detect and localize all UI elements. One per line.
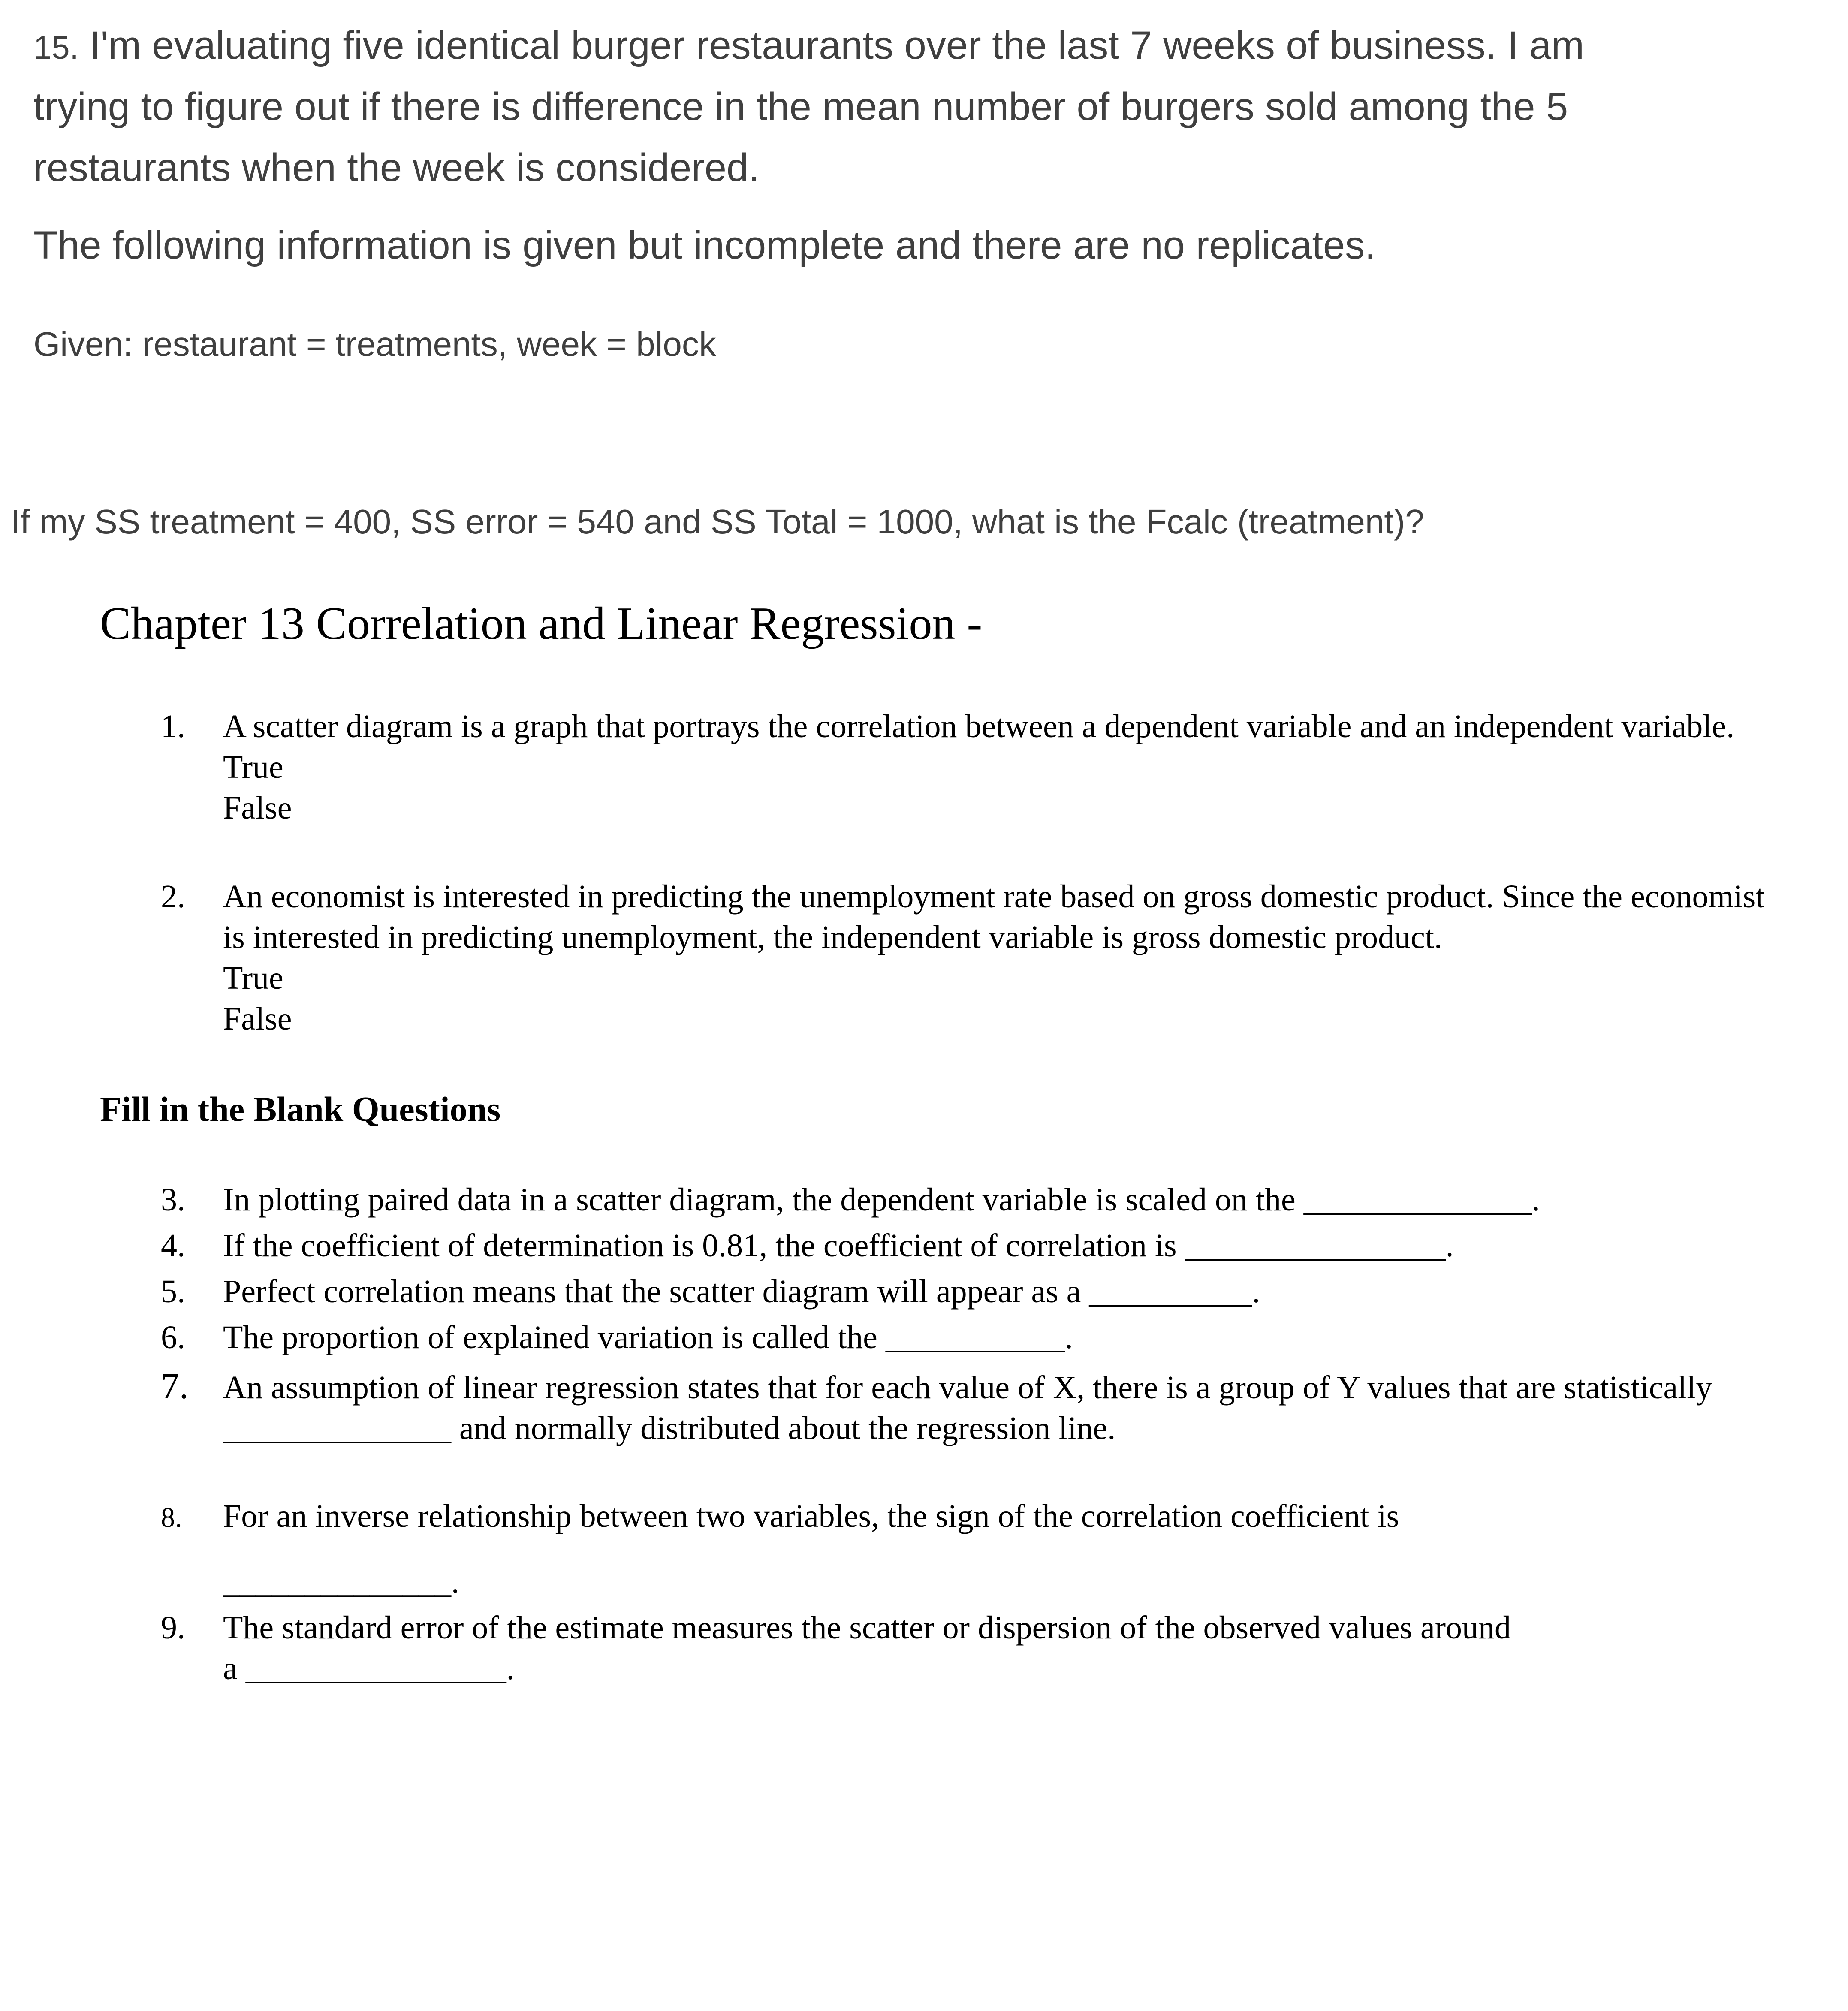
- question-6: [161, 1317, 1771, 1358]
- question-1-number: 1.: [161, 708, 185, 745]
- question-8-blank-line: ______________.: [223, 1563, 459, 1600]
- replicates-note: The following information is given but incomplete and there are no replicates.: [33, 223, 1376, 267]
- question-9-blank-line: a ________________.: [223, 1650, 515, 1686]
- question-6-number: 6.: [161, 1319, 185, 1355]
- question-4: [161, 1225, 1771, 1266]
- question-4-number: 4.: [161, 1227, 185, 1264]
- question-1: [161, 706, 1771, 828]
- question-15-text: I'm evaluating five identical burger restaurants over the last 7 weeks of business. I am trying to figure out if there is difference in the mean number of burgers sold among the 5 restaurants when the week is considered.: [33, 24, 1584, 190]
- question-1-false-option: False: [223, 790, 292, 826]
- question-7-body: [223, 1367, 1771, 1449]
- question-5-number: 5.: [161, 1273, 185, 1310]
- question-5-body: [223, 1271, 1771, 1312]
- question-7-number: 7.: [161, 1365, 189, 1406]
- question-8-body: [223, 1496, 1771, 1602]
- question-3-text: In plotting paired data in a scatter diagram, the dependent variable is scaled on the ______________.: [223, 1181, 1540, 1218]
- question-9-text: The standard error of the estimate measures the scatter or dispersion of the observed values around: [223, 1609, 1511, 1646]
- anova-question-block: [0, 0, 1848, 548]
- question-2-true-option: True: [223, 960, 283, 996]
- question-8-number: 8.: [161, 1502, 182, 1533]
- question-1-text: A scatter diagram is a graph that portrays the correlation between a dependent variable and an independent variable.: [223, 708, 1735, 745]
- question-5: [161, 1271, 1771, 1312]
- question-7-text: An assumption of linear regression states that for each value of X, there is a group of Y values that are statistically ______________ and normally distributed about the regression line.: [223, 1369, 1712, 1446]
- question-15: [33, 15, 1612, 199]
- question-2-body: [223, 876, 1771, 1039]
- question-2-false-option: False: [223, 1001, 292, 1037]
- question-9-body: [223, 1608, 1771, 1689]
- fcalc-question: If my SS treatment = 400, SS error = 540 and SS Total = 1000, what is the Fcalc (treatment)?: [11, 503, 1424, 541]
- chapter-heading: Chapter 13 Correlation and Linear Regression -: [100, 598, 983, 650]
- question-1-body: [223, 706, 1771, 828]
- question-8-text: For an inverse relationship between two variables, the sign of the correlation coefficient is: [223, 1498, 1399, 1534]
- given-line: Given: restaurant = treatments, week = block: [33, 325, 716, 364]
- question-4-text: If the coefficient of determination is 0.81, the coefficient of correlation is ________________.: [223, 1227, 1454, 1264]
- question-9-number: 9.: [161, 1609, 185, 1646]
- question-1-true-option: True: [223, 749, 283, 786]
- question-2: [161, 876, 1771, 1039]
- question-6-body: [223, 1317, 1771, 1358]
- question-7: [161, 1363, 1771, 1449]
- question-2-text: An economist is interested in predicting the unemployment rate based on gross domestic product. Since the economist is interested in predicting unemployment, the independent variable is gross domestic product.: [223, 879, 1765, 956]
- question-3: [161, 1180, 1771, 1220]
- fill-in-section: [0, 1180, 1848, 1689]
- question-15-number: 15.: [33, 30, 79, 66]
- question-6-text: The proportion of explained variation is called the ___________.: [223, 1319, 1073, 1355]
- question-9: [161, 1608, 1771, 1689]
- question-2-number: 2.: [161, 879, 185, 915]
- true-false-section: [0, 706, 1848, 1039]
- question-4-body: [223, 1225, 1771, 1266]
- fill-in-heading: Fill in the Blank Questions: [100, 1090, 501, 1129]
- question-3-number: 3.: [161, 1181, 185, 1218]
- question-3-body: [223, 1180, 1771, 1220]
- question-5-text: Perfect correlation means that the scatter diagram will appear as a __________.: [223, 1273, 1260, 1310]
- question-8: [161, 1496, 1771, 1602]
